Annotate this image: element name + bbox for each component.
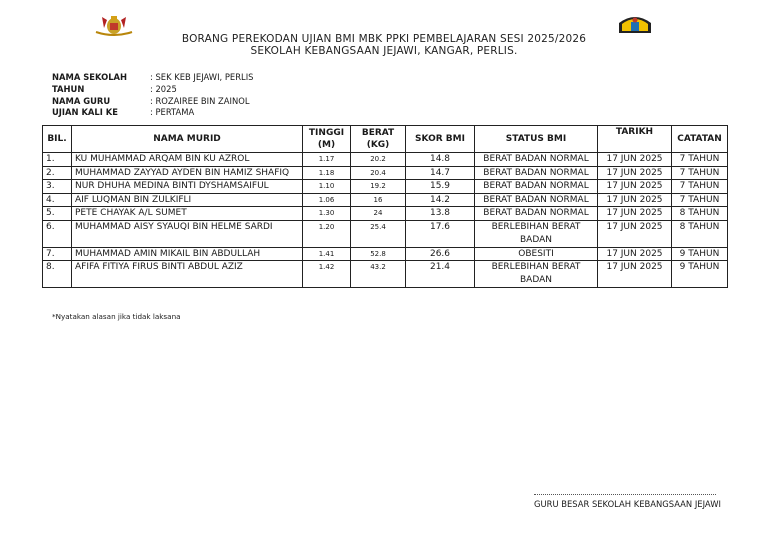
- cell-tarikh: 17 JUN 2025: [598, 207, 672, 221]
- column-header: CATATAN: [672, 126, 728, 153]
- info-value: : SEK KEB JEJAWI, PERLIS: [150, 72, 254, 82]
- cell-status: BERAT BADAN NORMAL: [475, 153, 598, 167]
- cell-tinggi: 1.30: [303, 207, 351, 221]
- signature-label: GURU BESAR SEKOLAH KEBANGSAAN JEJAWI: [534, 499, 721, 509]
- cell-bil: 6.: [43, 220, 72, 247]
- cell-catatan: 7 TAHUN: [672, 166, 728, 180]
- cell-berat: 25.4: [351, 220, 406, 247]
- table-body: [43, 153, 728, 288]
- cell-skor: 15.9: [406, 180, 475, 194]
- cell-tarikh: 17 JUN 2025: [598, 166, 672, 180]
- cell-tarikh: 17 JUN 2025: [598, 153, 672, 167]
- cell-status: BERAT BADAN NORMAL: [475, 180, 598, 194]
- cell-skor: 13.8: [406, 207, 475, 221]
- info-row-test: [52, 107, 253, 119]
- signature-line: [534, 494, 716, 495]
- info-label: NAMA GURU: [52, 95, 111, 106]
- cell-status: OBESITI: [475, 247, 598, 261]
- table-row: [43, 153, 728, 167]
- info-row-school: [52, 72, 253, 84]
- cell-tarikh: 17 JUN 2025: [598, 247, 672, 261]
- cell-tinggi: 1.41: [303, 247, 351, 261]
- cell-bil: 2.: [43, 166, 72, 180]
- cell-nama: PETE CHAYAK A/L SUMET: [72, 207, 303, 221]
- column-header: TINGGI (M): [303, 126, 351, 153]
- cell-tarikh: 17 JUN 2025: [598, 261, 672, 288]
- cell-tinggi: 1.42: [303, 261, 351, 288]
- table-row: [43, 261, 728, 288]
- cell-tinggi: 1.20: [303, 220, 351, 247]
- cell-berat: 16: [351, 193, 406, 207]
- cell-berat: 43.2: [351, 261, 406, 288]
- cell-tarikh: 17 JUN 2025: [598, 220, 672, 247]
- info-label: UJIAN KALI KE: [52, 107, 118, 118]
- info-block: [52, 72, 253, 119]
- form-title: BORANG PEREKODAN UJIAN BMI MBK PPKI PEMBELAJARAN SESI 2025/2026: [181, 33, 587, 45]
- table-header-row: [43, 126, 728, 153]
- column-header: BIL.: [43, 126, 72, 153]
- cell-nama: KU MUHAMMAD ARQAM BIN KU AZROL: [72, 153, 303, 167]
- cell-status: BERLEBIHAN BERAT BADAN: [475, 261, 598, 288]
- info-value: : 2025: [150, 83, 177, 94]
- column-header: NAMA MURID: [72, 126, 303, 153]
- info-value: : PERTAMA: [150, 107, 195, 118]
- cell-berat: 52.8: [351, 247, 406, 261]
- cell-berat: 20.2: [351, 153, 406, 167]
- column-header: BERAT (KG): [351, 126, 406, 153]
- column-header: SKOR BMI: [406, 126, 475, 153]
- table-row: [43, 166, 728, 180]
- cell-bil: 5.: [43, 207, 72, 221]
- cell-bil: 3.: [43, 180, 72, 194]
- cell-bil: 4.: [43, 193, 72, 207]
- cell-tinggi: 1.17: [303, 153, 351, 167]
- cell-catatan: 7 TAHUN: [672, 193, 728, 207]
- info-row-year: [52, 84, 253, 96]
- cell-skor: 14.8: [406, 153, 475, 167]
- table-row: [43, 193, 728, 207]
- cell-tinggi: 1.06: [303, 193, 351, 207]
- info-label: NAMA SEKOLAH: [52, 72, 128, 82]
- info-row-teacher: [52, 96, 253, 108]
- cell-bil: 7.: [43, 247, 72, 261]
- cell-berat: 24: [351, 207, 406, 221]
- cell-tinggi: 1.18: [303, 166, 351, 180]
- cell-skor: 14.2: [406, 193, 475, 207]
- cell-catatan: 9 TAHUN: [672, 261, 728, 288]
- cell-catatan: 7 TAHUN: [672, 180, 728, 194]
- cell-catatan: 8 TAHUN: [672, 207, 728, 221]
- cell-status: BERAT BADAN NORMAL: [475, 166, 598, 180]
- table-row: [43, 247, 728, 261]
- cell-tarikh: 17 JUN 2025: [598, 193, 672, 207]
- cell-skor: 14.7: [406, 166, 475, 180]
- cell-catatan: 7 TAHUN: [672, 153, 728, 167]
- cell-skor: 21.4: [406, 261, 475, 288]
- cell-bil: 1.: [43, 153, 72, 167]
- column-header: STATUS BMI: [475, 126, 598, 153]
- cell-skor: 17.6: [406, 220, 475, 247]
- cell-skor: 26.6: [406, 247, 475, 261]
- cell-nama: MUHAMMAD AMIN MIKAIL BIN ABDULLAH: [72, 247, 303, 261]
- school-logo-icon: [617, 13, 653, 35]
- cell-nama: MUHAMMAD AISY SYAUQI BIN HELME SARDI: [72, 220, 303, 247]
- cell-nama: MUHAMMAD ZAYYAD AYDEN BIN HAMIZ SHAFIQ: [72, 166, 303, 180]
- info-label: TAHUN: [52, 83, 85, 94]
- cell-berat: 19.2: [351, 180, 406, 194]
- cell-nama: AIF LUQMAN BIN ZULKIFLI: [72, 193, 303, 207]
- info-value: : ROZAIREE BIN ZAINOL: [150, 95, 250, 106]
- cell-nama: AFIFA FITIYA FIRUS BINTI ABDUL AZIZ: [72, 261, 303, 288]
- table-row: [43, 207, 728, 221]
- column-header: TARIKH: [598, 126, 672, 153]
- cell-catatan: 9 TAHUN: [672, 247, 728, 261]
- cell-status: BERLEBIHAN BERAT BADAN: [475, 220, 598, 247]
- cell-nama: NUR DHUHA MEDINA BINTI DYSHAMSAIFUL: [72, 180, 303, 194]
- footnote: *Nyatakan alasan jika tidak laksana: [52, 312, 181, 321]
- cell-tarikh: 17 JUN 2025: [598, 180, 672, 194]
- cell-bil: 8.: [43, 261, 72, 288]
- cell-berat: 20.4: [351, 166, 406, 180]
- cell-catatan: 8 TAHUN: [672, 220, 728, 247]
- cell-tinggi: 1.10: [303, 180, 351, 194]
- table-row: [43, 220, 728, 247]
- cell-status: BERAT BADAN NORMAL: [475, 193, 598, 207]
- bmi-table: [42, 125, 728, 288]
- cell-status: BERAT BADAN NORMAL: [475, 207, 598, 221]
- school-subtitle: SEKOLAH KEBANGSAAN JEJAWI, KANGAR, PERLIS.: [250, 45, 518, 57]
- table-row: [43, 180, 728, 194]
